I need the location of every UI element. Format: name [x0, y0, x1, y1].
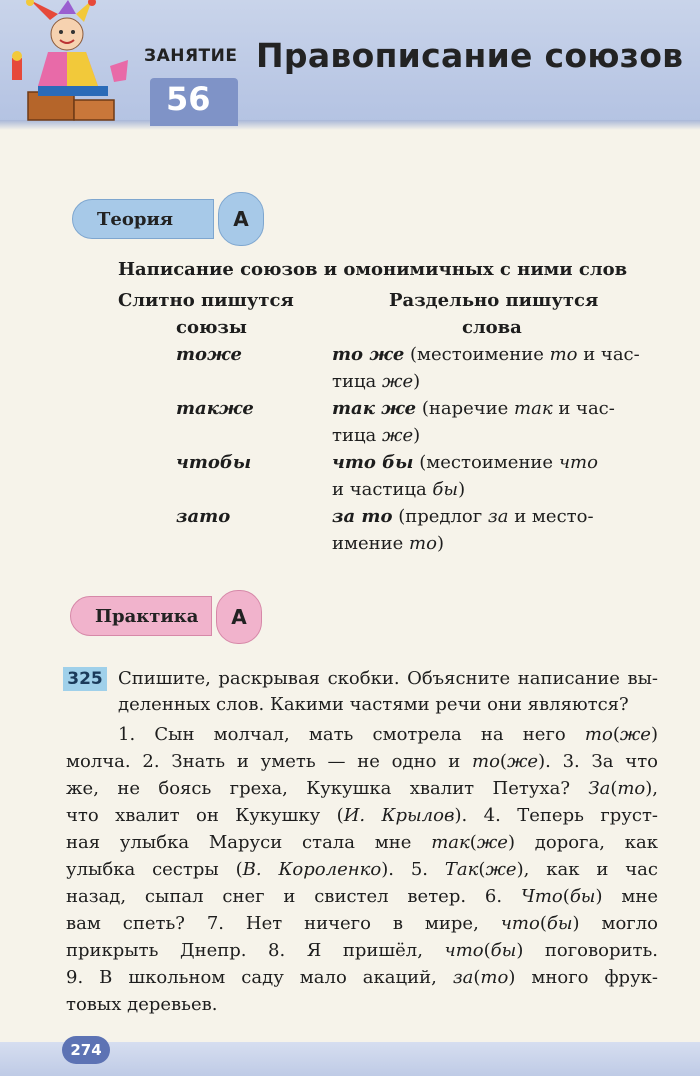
exercise-text-line: молча. 2. Знать и уметь — не одно и то(же). 3. За что: [66, 751, 658, 772]
exercise-text-line: товых деревьев.: [66, 994, 218, 1015]
practice-section-label: Практика: [70, 596, 212, 636]
lesson-number: 56: [166, 80, 211, 118]
right-column-header-line2: слова: [462, 317, 522, 338]
table-row-conjunction: тоже: [176, 344, 243, 365]
table-row-explanation-line2: тица же): [332, 371, 421, 392]
exercise-text-line: прикрыть Днепр. 8. Я пришёл, что(бы) поговорить.: [66, 940, 658, 961]
lesson-label: ЗАНЯТИЕ: [144, 46, 238, 66]
exercise-text-line: ная улыбка Маруси стала мне так(же) дорога, как: [66, 832, 658, 853]
table-row-conjunction: также: [176, 398, 254, 419]
exercise-text-line: же, не боясь греха, Кукушка хвалит Петуха? За(то),: [66, 778, 658, 799]
exercise-task-line1: Спишите, раскрывая скобки. Объясните написание вы-: [118, 668, 658, 689]
page-title: Правописание союзов: [256, 36, 684, 75]
table-row-explanation-line2: имение то): [332, 533, 444, 554]
exercise-task-line2: деленных слов. Какими частями речи они являются?: [118, 694, 629, 715]
exercise-text-line: 1. Сын молчал, мать смотрела на него то(же): [118, 724, 658, 745]
jester-mascot-illustration: [10, 0, 140, 122]
table-row-explanation-line1: так же (наречие так и час-: [332, 398, 615, 419]
table-row-conjunction: зато: [176, 506, 231, 527]
table-row-explanation-line2: тица же): [332, 425, 421, 446]
exercise-text-line: что хвалит он Кукушку (И. Крылов). 4. Теперь груст-: [66, 805, 658, 826]
page-number: 274: [62, 1036, 110, 1064]
theory-section-label: Теория: [72, 199, 214, 239]
exercise-number: 325: [63, 667, 107, 691]
exercise-text-line: улыбка сестры (В. Короленко). 5. Так(же), как и час: [66, 859, 658, 880]
exercise-text-line: 9. В школьном саду мало акаций, за(то) много фрук-: [66, 967, 658, 988]
left-column-header-line1: Слитно пишутся: [118, 290, 294, 311]
table-row-conjunction: чтобы: [176, 452, 252, 473]
table-row-explanation-line1: что бы (местоимение что: [332, 452, 598, 473]
table-row-explanation-line2: и частица бы): [332, 479, 466, 500]
theory-level-badge: А: [218, 192, 264, 246]
left-column-header-line2: союзы: [176, 317, 247, 338]
theory-table-title: Написание союзов и омонимичных с ними слов: [118, 259, 628, 280]
exercise-text-line: назад, сыпал снег и свистел ветер. 6. Что(бы) мне: [66, 886, 658, 907]
practice-level-badge: А: [216, 590, 262, 644]
right-column-header-line1: Раздельно пишутся: [389, 290, 599, 311]
table-row-explanation-line1: то же (местоимение то и час-: [332, 344, 640, 365]
exercise-text-line: вам спеть? 7. Нет ничего в мире, что(бы) могло: [66, 913, 658, 934]
table-row-explanation-line1: за то (предлог за и место-: [332, 506, 594, 527]
